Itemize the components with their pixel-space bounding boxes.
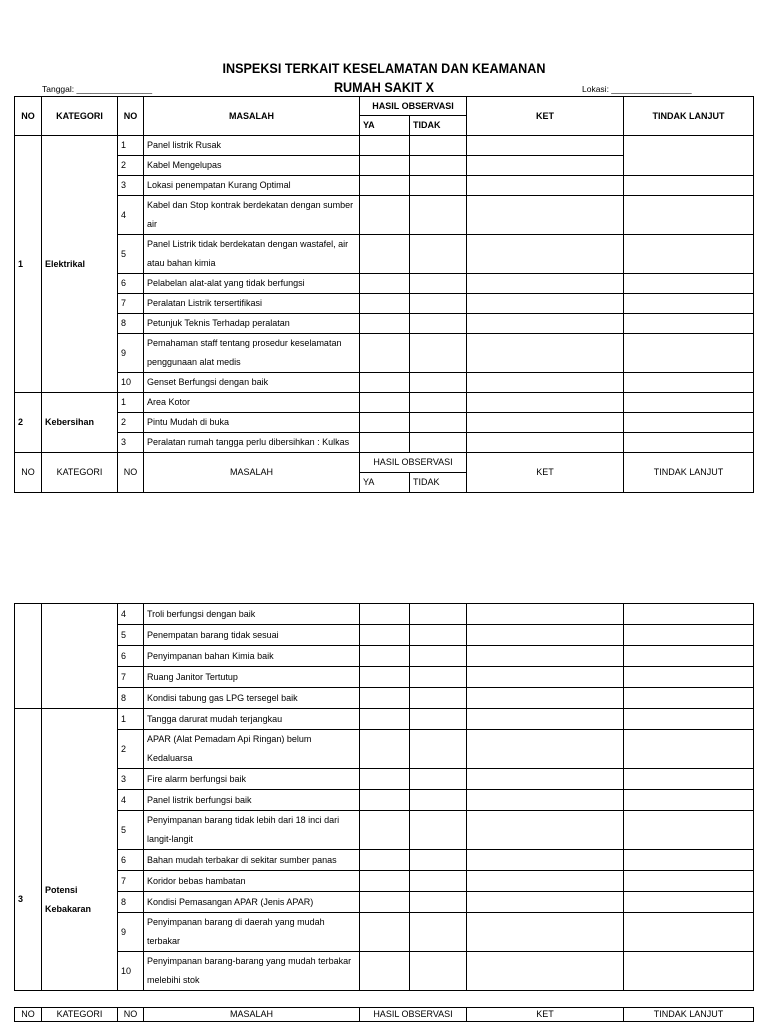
repeat-header-masalah: MASALAH: [144, 453, 360, 493]
item-no: 7: [118, 294, 144, 314]
cell-ket[interactable]: [467, 811, 624, 850]
document-title: INSPEKSI TERKAIT KESELAMATAN DAN KEAMANAN: [222, 60, 546, 76]
item-no: 2: [118, 730, 144, 769]
cell-ya[interactable]: [360, 811, 410, 850]
cell-ket[interactable]: [467, 274, 624, 294]
cell-tidak[interactable]: [410, 625, 467, 646]
cell-tidak[interactable]: [410, 913, 467, 952]
cell-tindak-lanjut[interactable]: [624, 136, 754, 176]
category-name-line1: Potensi: [45, 884, 78, 895]
cell-tidak[interactable]: [410, 314, 467, 334]
item-masalah: Panel listrik berfungsi baik: [144, 790, 360, 811]
cell-ket[interactable]: [467, 176, 624, 196]
cell-tidak[interactable]: [410, 413, 467, 433]
item-masalah: Panel listrik Rusak: [144, 136, 360, 156]
cell-ya[interactable]: [360, 433, 410, 453]
cell-tidak[interactable]: [410, 769, 467, 790]
cell-tidak[interactable]: [410, 196, 467, 235]
document-subtitle: RUMAH SAKIT X: [333, 79, 435, 95]
cell-tidak[interactable]: [410, 730, 467, 769]
bottom-header-tindak-lanjut: TINDAK LANJUT: [624, 1008, 754, 1022]
cell-tindak-lanjut[interactable]: [624, 811, 754, 850]
lokasi-field: Lokasi: _________________: [582, 84, 692, 94]
category-no-2: 2: [15, 393, 42, 453]
cell-tindak-lanjut[interactable]: [624, 709, 754, 730]
cell-tidak[interactable]: [410, 709, 467, 730]
bottom-header-ket: KET: [467, 1008, 624, 1022]
cell-ket[interactable]: [467, 294, 624, 314]
cell-ya[interactable]: [360, 730, 410, 769]
cell-ya[interactable]: [360, 604, 410, 625]
item-masalah: Penyimpanan barang tidak lebih dari 18 inci dari langit-langit: [144, 811, 360, 850]
item-masalah: Penyimpanan bahan Kimia baik: [144, 646, 360, 667]
cell-tindak-lanjut[interactable]: [624, 334, 754, 373]
cell-tindak-lanjut[interactable]: [624, 176, 754, 196]
item-no: 2: [118, 156, 144, 176]
cell-tindak-lanjut[interactable]: [624, 790, 754, 811]
item-masalah: Penempatan barang tidak sesuai: [144, 625, 360, 646]
cell-tindak-lanjut[interactable]: [624, 433, 754, 453]
cell-tindak-lanjut[interactable]: [624, 850, 754, 871]
item-no: 2: [118, 413, 144, 433]
cell-ket[interactable]: [467, 850, 624, 871]
item-masalah: Tangga darurat mudah terjangkau: [144, 709, 360, 730]
cell-tidak[interactable]: [410, 235, 467, 274]
cell-ya[interactable]: [360, 196, 410, 235]
category-potensi-kebakaran: [42, 709, 118, 991]
cell-ket[interactable]: [467, 196, 624, 235]
inspection-table-page-3-header: [14, 1007, 754, 1022]
cell-ket[interactable]: [467, 667, 624, 688]
cell-ya[interactable]: [360, 892, 410, 913]
cell-ya[interactable]: [360, 709, 410, 730]
cell-ya[interactable]: [360, 373, 410, 393]
item-no: 5: [118, 625, 144, 646]
category-no-3: 3: [15, 709, 42, 991]
item-no: 10: [118, 952, 144, 991]
bottom-header-item-no: NO: [118, 1008, 144, 1022]
category-name-line2: Kebakaran: [45, 903, 92, 914]
repeat-header-tidak: TIDAK: [410, 473, 467, 493]
header-hasil-observasi: HASIL OBSERVASI: [360, 97, 467, 116]
item-masalah: APAR (Alat Pemadam Api Ringan) belum Kedaluarsa: [144, 730, 360, 769]
cell-ya[interactable]: [360, 790, 410, 811]
cell-tindak-lanjut[interactable]: [624, 892, 754, 913]
header-masalah: MASALAH: [144, 97, 360, 136]
bottom-header-masalah: MASALAH: [144, 1008, 360, 1022]
cell-ket[interactable]: [467, 709, 624, 730]
cell-ket[interactable]: [467, 413, 624, 433]
cell-ket[interactable]: [467, 913, 624, 952]
cell-tindak-lanjut[interactable]: [624, 871, 754, 892]
cell-tindak-lanjut[interactable]: [624, 393, 754, 413]
cell-tidak[interactable]: [410, 871, 467, 892]
cell-ya[interactable]: [360, 850, 410, 871]
cell-tindak-lanjut[interactable]: [624, 769, 754, 790]
cell-ya[interactable]: [360, 393, 410, 413]
item-no: 4: [118, 604, 144, 625]
item-no: 7: [118, 871, 144, 892]
item-no: 5: [118, 235, 144, 274]
cell-tidak[interactable]: [410, 136, 467, 156]
cell-tidak[interactable]: [410, 334, 467, 373]
cell-tidak[interactable]: [410, 604, 467, 625]
cell-tindak-lanjut[interactable]: [624, 646, 754, 667]
cell-ya[interactable]: [360, 871, 410, 892]
cell-ket[interactable]: [467, 790, 624, 811]
cell-ket[interactable]: [467, 871, 624, 892]
cell-ket[interactable]: [467, 373, 624, 393]
item-masalah: Kabel Mengelupas: [144, 156, 360, 176]
cell-tidak[interactable]: [410, 667, 467, 688]
cell-ya[interactable]: [360, 625, 410, 646]
header-kategori: KATEGORI: [42, 97, 118, 136]
bottom-header-no: NO: [15, 1008, 42, 1022]
cell-tidak[interactable]: [410, 892, 467, 913]
repeat-header-no: NO: [15, 453, 42, 493]
cell-ket[interactable]: [467, 952, 624, 991]
item-no: 4: [118, 196, 144, 235]
item-no: 8: [118, 314, 144, 334]
cell-tindak-lanjut[interactable]: [624, 235, 754, 274]
cell-tindak-lanjut[interactable]: [624, 274, 754, 294]
cell-tindak-lanjut[interactable]: [624, 373, 754, 393]
item-masalah: Lokasi penempatan Kurang Optimal: [144, 176, 360, 196]
cell-ya[interactable]: [360, 688, 410, 709]
item-no: 1: [118, 709, 144, 730]
item-masalah: Kondisi Pemasangan APAR (Jenis APAR): [144, 892, 360, 913]
cell-tindak-lanjut[interactable]: [624, 604, 754, 625]
header-item-no: NO: [118, 97, 144, 136]
cell-ket[interactable]: [467, 393, 624, 413]
item-masalah: Area Kotor: [144, 393, 360, 413]
cell-ket[interactable]: [467, 688, 624, 709]
cell-tindak-lanjut[interactable]: [624, 196, 754, 235]
cell-tindak-lanjut[interactable]: [624, 294, 754, 314]
item-no: 9: [118, 913, 144, 952]
item-masalah: Genset Berfungsi dengan baik: [144, 373, 360, 393]
item-no: 10: [118, 373, 144, 393]
cell-tindak-lanjut[interactable]: [624, 913, 754, 952]
category-kebersihan-cont: [42, 604, 118, 709]
item-masalah: Peralatan Listrik tersertifikasi: [144, 294, 360, 314]
cell-tidak[interactable]: [410, 790, 467, 811]
repeat-header-kategori: KATEGORI: [42, 453, 118, 493]
header-tidak: TIDAK: [410, 116, 467, 136]
cell-ya[interactable]: [360, 952, 410, 991]
cell-tidak[interactable]: [410, 433, 467, 453]
repeat-header-ya: YA: [360, 473, 410, 493]
cell-ket[interactable]: [467, 235, 624, 274]
cell-ya[interactable]: [360, 769, 410, 790]
cell-ket[interactable]: [467, 314, 624, 334]
cell-ya[interactable]: [360, 314, 410, 334]
cell-tindak-lanjut[interactable]: [624, 625, 754, 646]
item-masalah: Peralatan rumah tangga perlu dibersihkan : Kulkas: [144, 433, 360, 453]
item-masalah: Troli berfungsi dengan baik: [144, 604, 360, 625]
cell-ya[interactable]: [360, 667, 410, 688]
cell-ya[interactable]: [360, 156, 410, 176]
item-masalah: Kondisi tabung gas LPG tersegel baik: [144, 688, 360, 709]
inspection-table-page-2: [14, 603, 754, 991]
cell-ket[interactable]: [467, 892, 624, 913]
item-masalah: Pelabelan alat-alat yang tidak berfungsi: [144, 274, 360, 294]
item-no: 7: [118, 667, 144, 688]
item-no: 8: [118, 688, 144, 709]
cell-ket[interactable]: [467, 625, 624, 646]
header-no: NO: [15, 97, 42, 136]
item-masalah: Koridor bebas hambatan: [144, 871, 360, 892]
item-masalah: Ruang Janitor Tertutup: [144, 667, 360, 688]
item-no: 1: [118, 393, 144, 413]
cell-ket[interactable]: [467, 646, 624, 667]
category-no-cont: [15, 604, 42, 709]
item-masalah: Panel Listrik tidak berdekatan dengan wastafel, air atau bahan kimia: [144, 235, 360, 274]
cell-tidak[interactable]: [410, 294, 467, 314]
cell-tindak-lanjut[interactable]: [624, 667, 754, 688]
item-masalah: Pemahaman staff tentang prosedur keselamatan penggunaan alat medis: [144, 334, 360, 373]
repeat-header-ket: KET: [467, 453, 624, 493]
cell-tidak[interactable]: [410, 952, 467, 991]
item-masalah: Pintu Mudah di buka: [144, 413, 360, 433]
cell-ket[interactable]: [467, 730, 624, 769]
inspection-table-page-1: [14, 96, 754, 493]
category-no-1: 1: [15, 136, 42, 393]
item-no: 6: [118, 850, 144, 871]
cell-tindak-lanjut[interactable]: [624, 314, 754, 334]
cell-tidak[interactable]: [410, 688, 467, 709]
cell-ket[interactable]: [467, 433, 624, 453]
item-no: 4: [118, 790, 144, 811]
cell-ket[interactable]: [467, 334, 624, 373]
cell-tidak[interactable]: [410, 156, 467, 176]
cell-ya[interactable]: [360, 235, 410, 274]
item-no: 1: [118, 136, 144, 156]
item-no: 3: [118, 433, 144, 453]
cell-tindak-lanjut[interactable]: [624, 952, 754, 991]
cell-ket[interactable]: [467, 136, 624, 156]
cell-ya[interactable]: [360, 413, 410, 433]
cell-ya[interactable]: [360, 274, 410, 294]
repeat-header-item-no: NO: [118, 453, 144, 493]
bottom-header-kategori: KATEGORI: [42, 1008, 118, 1022]
item-masalah: Kabel dan Stop kontrak berdekatan dengan sumber air: [144, 196, 360, 235]
repeat-header-hasil-observasi: HASIL OBSERVASI: [360, 453, 467, 473]
item-no: 8: [118, 892, 144, 913]
cell-tidak[interactable]: [410, 646, 467, 667]
cell-ket[interactable]: [467, 769, 624, 790]
header-tindak-lanjut: TINDAK LANJUT: [624, 97, 754, 136]
category-elektrikal: Elektrikal: [42, 136, 118, 393]
cell-ya[interactable]: [360, 334, 410, 373]
cell-ya[interactable]: [360, 176, 410, 196]
category-kebersihan: Kebersihan: [42, 393, 118, 453]
item-masalah: Penyimpanan barang di daerah yang mudah terbakar: [144, 913, 360, 952]
item-no: 9: [118, 334, 144, 373]
header-ya: YA: [360, 116, 410, 136]
cell-tidak[interactable]: [410, 373, 467, 393]
cell-tidak[interactable]: [410, 176, 467, 196]
header-ket: KET: [467, 97, 624, 136]
cell-tindak-lanjut[interactable]: [624, 688, 754, 709]
cell-ya[interactable]: [360, 136, 410, 156]
item-masalah: Fire alarm berfungsi baik: [144, 769, 360, 790]
bottom-header-hasil-observasi: HASIL OBSERVASI: [360, 1008, 467, 1022]
cell-tindak-lanjut[interactable]: [624, 730, 754, 769]
cell-ya[interactable]: [360, 646, 410, 667]
cell-ket[interactable]: [467, 156, 624, 176]
item-masalah: Bahan mudah terbakar di sekitar sumber panas: [144, 850, 360, 871]
item-masalah: Penyimpanan barang-barang yang mudah terbakar melebihi stok: [144, 952, 360, 991]
cell-tindak-lanjut[interactable]: [624, 413, 754, 433]
cell-tidak[interactable]: [410, 274, 467, 294]
cell-tidak[interactable]: [410, 850, 467, 871]
item-no: 3: [118, 176, 144, 196]
item-masalah: Petunjuk Teknis Terhadap peralatan: [144, 314, 360, 334]
tanggal-field: Tanggal: ________________: [42, 84, 153, 94]
item-no: 3: [118, 769, 144, 790]
cell-ket[interactable]: [467, 604, 624, 625]
cell-tidak[interactable]: [410, 811, 467, 850]
item-no: 6: [118, 274, 144, 294]
cell-ya[interactable]: [360, 294, 410, 314]
repeat-header-tindak-lanjut: TINDAK LANJUT: [624, 453, 754, 493]
item-no: 6: [118, 646, 144, 667]
item-no: 5: [118, 811, 144, 850]
cell-ya[interactable]: [360, 913, 410, 952]
cell-tidak[interactable]: [410, 393, 467, 413]
